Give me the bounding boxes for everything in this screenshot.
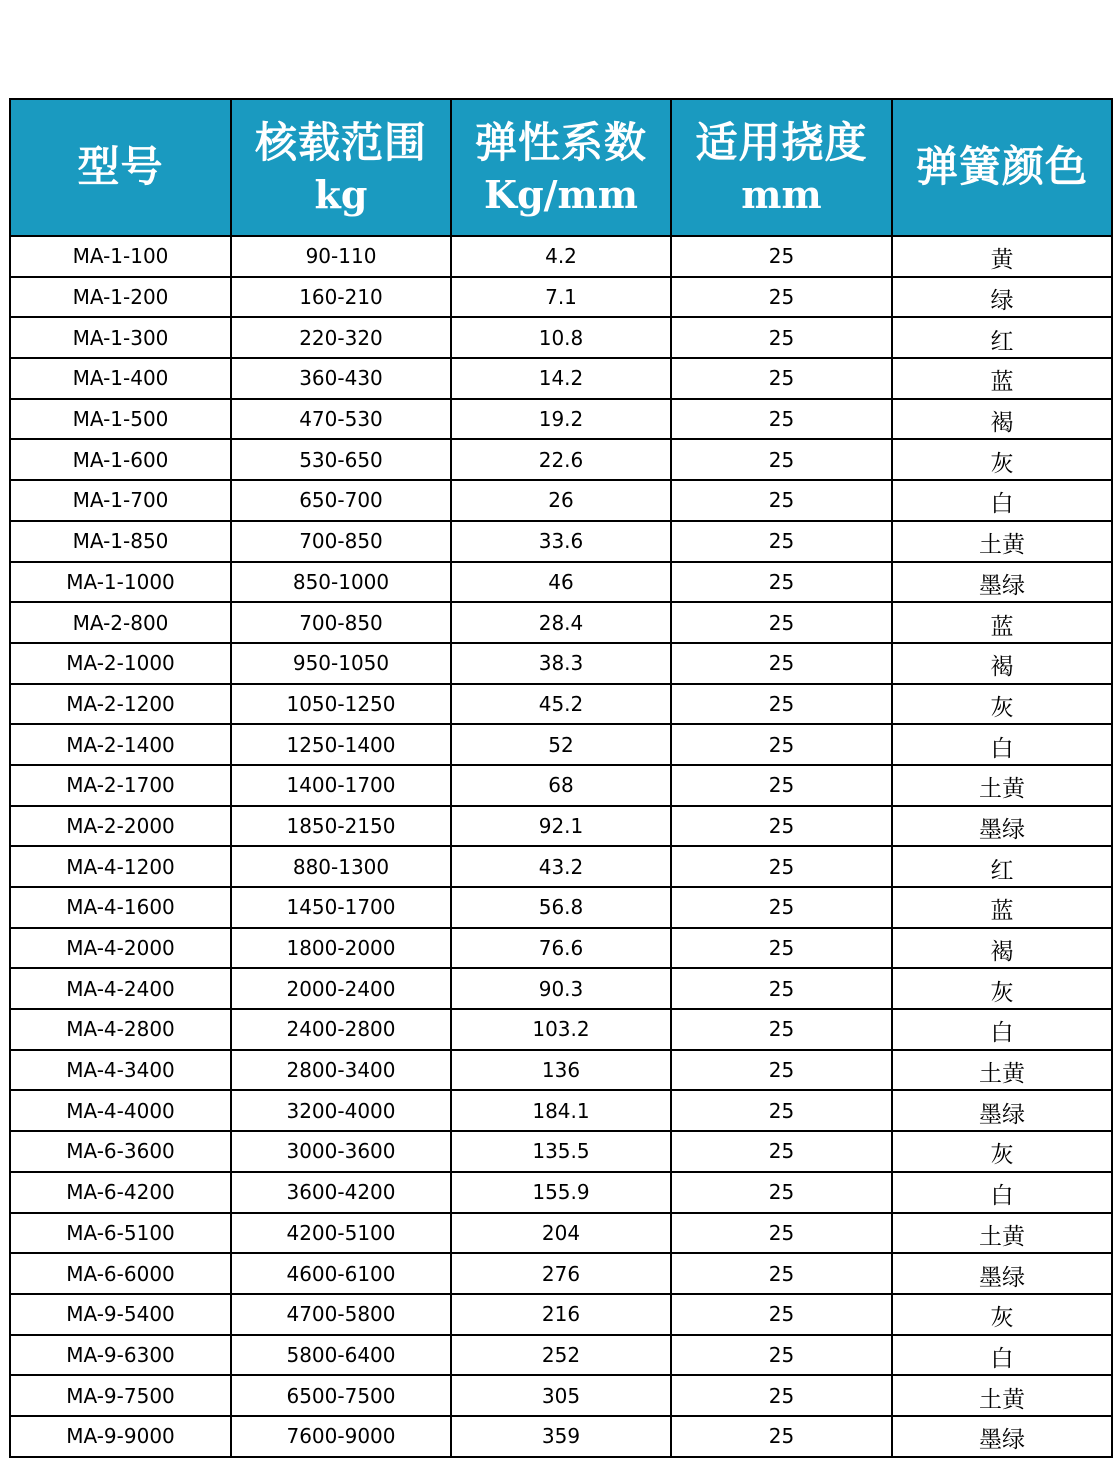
cell-model: MA-4-4000 bbox=[10, 1090, 231, 1131]
cell-spring-color: 土黄 bbox=[892, 765, 1112, 806]
table-row bbox=[10, 562, 1112, 603]
cell-spring-color: 绿 bbox=[892, 277, 1112, 318]
cell-spring-color: 褐 bbox=[892, 643, 1112, 684]
cell-model: MA-1-400 bbox=[10, 358, 231, 399]
cell-spring-color: 蓝 bbox=[892, 602, 1112, 643]
cell-spring-color: 灰 bbox=[892, 684, 1112, 725]
header-row bbox=[10, 99, 1112, 236]
cell-spring-rate: 68 bbox=[451, 765, 671, 806]
cell-spring-rate: 46 bbox=[451, 562, 671, 603]
cell-load-range: 1050-1250 bbox=[231, 684, 451, 725]
cell-spring-color: 白 bbox=[892, 480, 1112, 521]
cell-model: MA-4-2000 bbox=[10, 928, 231, 969]
table-row bbox=[10, 358, 1112, 399]
cell-spring-color: 蓝 bbox=[892, 358, 1112, 399]
cell-model: MA-6-4200 bbox=[10, 1172, 231, 1213]
table-row bbox=[10, 765, 1112, 806]
cell-spring-color: 红 bbox=[892, 846, 1112, 887]
cell-spring-color: 土黄 bbox=[892, 1050, 1112, 1091]
table-row bbox=[10, 602, 1112, 643]
header-unit: Kg/mm bbox=[484, 171, 638, 217]
cell-deflection: 25 bbox=[671, 1009, 892, 1050]
header-model bbox=[10, 99, 231, 236]
cell-spring-color: 白 bbox=[892, 1172, 1112, 1213]
cell-deflection: 25 bbox=[671, 602, 892, 643]
cell-load-range: 4600-6100 bbox=[231, 1253, 451, 1294]
table-row bbox=[10, 1294, 1112, 1335]
header-label: 适用挠度 bbox=[695, 117, 868, 167]
cell-load-range: 700-850 bbox=[231, 521, 451, 562]
table-row bbox=[10, 928, 1112, 969]
cell-model: MA-2-1400 bbox=[10, 724, 231, 765]
cell-model: MA-6-6000 bbox=[10, 1253, 231, 1294]
table-row bbox=[10, 399, 1112, 440]
cell-load-range: 4200-5100 bbox=[231, 1213, 451, 1254]
cell-spring-rate: 216 bbox=[451, 1294, 671, 1335]
header-deflection bbox=[671, 99, 892, 236]
table-row bbox=[10, 643, 1112, 684]
cell-load-range: 950-1050 bbox=[231, 643, 451, 684]
table-row bbox=[10, 1416, 1112, 1457]
table-row bbox=[10, 887, 1112, 928]
cell-model: MA-6-5100 bbox=[10, 1213, 231, 1254]
cell-model: MA-9-7500 bbox=[10, 1375, 231, 1416]
table-row bbox=[10, 1050, 1112, 1091]
header-label: 弹性系数 bbox=[474, 117, 647, 167]
cell-spring-rate: 56.8 bbox=[451, 887, 671, 928]
cell-spring-rate: 135.5 bbox=[451, 1131, 671, 1172]
table-header bbox=[10, 99, 1112, 236]
cell-deflection: 25 bbox=[671, 1050, 892, 1091]
cell-deflection: 25 bbox=[671, 439, 892, 480]
cell-deflection: 25 bbox=[671, 1335, 892, 1376]
cell-spring-rate: 4.2 bbox=[451, 236, 671, 277]
cell-model: MA-9-9000 bbox=[10, 1416, 231, 1457]
cell-model: MA-1-700 bbox=[10, 480, 231, 521]
cell-spring-color: 土黄 bbox=[892, 1213, 1112, 1254]
cell-deflection: 25 bbox=[671, 1375, 892, 1416]
cell-spring-rate: 76.6 bbox=[451, 928, 671, 969]
table-row bbox=[10, 684, 1112, 725]
cell-spring-rate: 90.3 bbox=[451, 968, 671, 1009]
cell-model: MA-2-2000 bbox=[10, 806, 231, 847]
cell-deflection: 25 bbox=[671, 317, 892, 358]
cell-deflection: 25 bbox=[671, 1090, 892, 1131]
cell-deflection: 25 bbox=[671, 1253, 892, 1294]
table-body bbox=[10, 236, 1112, 1457]
header-label: 核载范围 bbox=[254, 117, 427, 167]
cell-load-range: 3600-4200 bbox=[231, 1172, 451, 1213]
cell-deflection: 25 bbox=[671, 236, 892, 277]
cell-spring-rate: 276 bbox=[451, 1253, 671, 1294]
cell-deflection: 25 bbox=[671, 724, 892, 765]
cell-spring-color: 墨绿 bbox=[892, 1416, 1112, 1457]
cell-spring-rate: 252 bbox=[451, 1335, 671, 1376]
table-row bbox=[10, 480, 1112, 521]
cell-spring-rate: 52 bbox=[451, 724, 671, 765]
table-row bbox=[10, 317, 1112, 358]
cell-load-range: 3000-3600 bbox=[231, 1131, 451, 1172]
cell-load-range: 470-530 bbox=[231, 399, 451, 440]
cell-deflection: 25 bbox=[671, 643, 892, 684]
cell-spring-rate: 136 bbox=[451, 1050, 671, 1091]
cell-model: MA-2-1000 bbox=[10, 643, 231, 684]
header-unit: kg bbox=[314, 171, 368, 217]
cell-spring-color: 白 bbox=[892, 1009, 1112, 1050]
table-row bbox=[10, 1090, 1112, 1131]
table-row bbox=[10, 236, 1112, 277]
cell-model: MA-1-850 bbox=[10, 521, 231, 562]
cell-model: MA-1-300 bbox=[10, 317, 231, 358]
cell-load-range: 7600-9000 bbox=[231, 1416, 451, 1457]
cell-deflection: 25 bbox=[671, 928, 892, 969]
cell-model: MA-2-800 bbox=[10, 602, 231, 643]
cell-load-range: 700-850 bbox=[231, 602, 451, 643]
table-row bbox=[10, 724, 1112, 765]
cell-spring-rate: 28.4 bbox=[451, 602, 671, 643]
cell-spring-color: 墨绿 bbox=[892, 1090, 1112, 1131]
cell-spring-color: 灰 bbox=[892, 968, 1112, 1009]
cell-load-range: 220-320 bbox=[231, 317, 451, 358]
table-row bbox=[10, 846, 1112, 887]
cell-deflection: 25 bbox=[671, 1172, 892, 1213]
table-row bbox=[10, 1009, 1112, 1050]
cell-model: MA-9-5400 bbox=[10, 1294, 231, 1335]
cell-deflection: 25 bbox=[671, 399, 892, 440]
table-row bbox=[10, 1131, 1112, 1172]
cell-load-range: 4700-5800 bbox=[231, 1294, 451, 1335]
cell-spring-color: 红 bbox=[892, 317, 1112, 358]
table-row bbox=[10, 1335, 1112, 1376]
cell-load-range: 6500-7500 bbox=[231, 1375, 451, 1416]
cell-model: MA-4-2800 bbox=[10, 1009, 231, 1050]
cell-spring-rate: 204 bbox=[451, 1213, 671, 1254]
cell-spring-color: 灰 bbox=[892, 1131, 1112, 1172]
cell-deflection: 25 bbox=[671, 277, 892, 318]
cell-model: MA-2-1200 bbox=[10, 684, 231, 725]
cell-load-range: 1250-1400 bbox=[231, 724, 451, 765]
cell-spring-color: 灰 bbox=[892, 439, 1112, 480]
cell-load-range: 1450-1700 bbox=[231, 887, 451, 928]
cell-spring-color: 墨绿 bbox=[892, 1253, 1112, 1294]
cell-spring-color: 黄 bbox=[892, 236, 1112, 277]
cell-load-range: 3200-4000 bbox=[231, 1090, 451, 1131]
cell-model: MA-4-1600 bbox=[10, 887, 231, 928]
cell-spring-rate: 155.9 bbox=[451, 1172, 671, 1213]
table-row bbox=[10, 1172, 1112, 1213]
cell-deflection: 25 bbox=[671, 846, 892, 887]
table-row bbox=[10, 806, 1112, 847]
cell-model: MA-2-1700 bbox=[10, 765, 231, 806]
cell-deflection: 25 bbox=[671, 358, 892, 399]
cell-load-range: 5800-6400 bbox=[231, 1335, 451, 1376]
cell-model: MA-1-600 bbox=[10, 439, 231, 480]
table-row bbox=[10, 439, 1112, 480]
cell-spring-color: 灰 bbox=[892, 1294, 1112, 1335]
cell-deflection: 25 bbox=[671, 480, 892, 521]
cell-load-range: 160-210 bbox=[231, 277, 451, 318]
cell-spring-rate: 19.2 bbox=[451, 399, 671, 440]
cell-load-range: 1800-2000 bbox=[231, 928, 451, 969]
cell-load-range: 530-650 bbox=[231, 439, 451, 480]
cell-load-range: 850-1000 bbox=[231, 562, 451, 603]
cell-spring-rate: 10.8 bbox=[451, 317, 671, 358]
cell-spring-rate: 45.2 bbox=[451, 684, 671, 725]
cell-deflection: 25 bbox=[671, 968, 892, 1009]
cell-spring-rate: 92.1 bbox=[451, 806, 671, 847]
table-row bbox=[10, 968, 1112, 1009]
cell-spring-color: 土黄 bbox=[892, 521, 1112, 562]
cell-spring-rate: 22.6 bbox=[451, 439, 671, 480]
cell-deflection: 25 bbox=[671, 806, 892, 847]
cell-model: MA-4-1200 bbox=[10, 846, 231, 887]
cell-model: MA-1-200 bbox=[10, 277, 231, 318]
cell-model: MA-6-3600 bbox=[10, 1131, 231, 1172]
cell-load-range: 2400-2800 bbox=[231, 1009, 451, 1050]
cell-deflection: 25 bbox=[671, 562, 892, 603]
cell-spring-color: 蓝 bbox=[892, 887, 1112, 928]
cell-spring-color: 白 bbox=[892, 724, 1112, 765]
cell-spring-color: 墨绿 bbox=[892, 562, 1112, 603]
header-spring-color bbox=[892, 99, 1112, 236]
cell-deflection: 25 bbox=[671, 1213, 892, 1254]
header-label: 型号 bbox=[77, 142, 164, 192]
cell-deflection: 25 bbox=[671, 887, 892, 928]
spring-spec-table bbox=[9, 98, 1113, 1458]
cell-load-range: 2000-2400 bbox=[231, 968, 451, 1009]
cell-spring-rate: 14.2 bbox=[451, 358, 671, 399]
header-unit: mm bbox=[741, 171, 822, 217]
cell-spring-rate: 7.1 bbox=[451, 277, 671, 318]
cell-load-range: 360-430 bbox=[231, 358, 451, 399]
cell-spring-rate: 38.3 bbox=[451, 643, 671, 684]
cell-load-range: 1850-2150 bbox=[231, 806, 451, 847]
cell-spring-rate: 26 bbox=[451, 480, 671, 521]
cell-deflection: 25 bbox=[671, 1294, 892, 1335]
cell-deflection: 25 bbox=[671, 765, 892, 806]
table-row bbox=[10, 277, 1112, 318]
cell-model: MA-4-2400 bbox=[10, 968, 231, 1009]
cell-spring-rate: 184.1 bbox=[451, 1090, 671, 1131]
header-spring-rate bbox=[451, 99, 671, 236]
header-load-range bbox=[231, 99, 451, 236]
cell-model: MA-1-500 bbox=[10, 399, 231, 440]
cell-deflection: 25 bbox=[671, 684, 892, 725]
cell-deflection: 25 bbox=[671, 1416, 892, 1457]
cell-deflection: 25 bbox=[671, 521, 892, 562]
cell-spring-color: 白 bbox=[892, 1335, 1112, 1376]
cell-load-range: 650-700 bbox=[231, 480, 451, 521]
cell-spring-rate: 103.2 bbox=[451, 1009, 671, 1050]
cell-load-range: 90-110 bbox=[231, 236, 451, 277]
table-row bbox=[10, 521, 1112, 562]
cell-spring-rate: 43.2 bbox=[451, 846, 671, 887]
cell-deflection: 25 bbox=[671, 1131, 892, 1172]
cell-spring-color: 墨绿 bbox=[892, 806, 1112, 847]
cell-load-range: 2800-3400 bbox=[231, 1050, 451, 1091]
header-label: 弹簧颜色 bbox=[915, 142, 1088, 192]
table-row bbox=[10, 1253, 1112, 1294]
cell-model: MA-1-1000 bbox=[10, 562, 231, 603]
cell-model: MA-4-3400 bbox=[10, 1050, 231, 1091]
table-row bbox=[10, 1375, 1112, 1416]
cell-load-range: 880-1300 bbox=[231, 846, 451, 887]
cell-spring-rate: 33.6 bbox=[451, 521, 671, 562]
table-row bbox=[10, 1213, 1112, 1254]
cell-model: MA-9-6300 bbox=[10, 1335, 231, 1376]
cell-spring-rate: 359 bbox=[451, 1416, 671, 1457]
cell-spring-color: 褐 bbox=[892, 399, 1112, 440]
cell-spring-rate: 305 bbox=[451, 1375, 671, 1416]
cell-model: MA-1-100 bbox=[10, 236, 231, 277]
cell-spring-color: 土黄 bbox=[892, 1375, 1112, 1416]
cell-load-range: 1400-1700 bbox=[231, 765, 451, 806]
cell-spring-color: 褐 bbox=[892, 928, 1112, 969]
